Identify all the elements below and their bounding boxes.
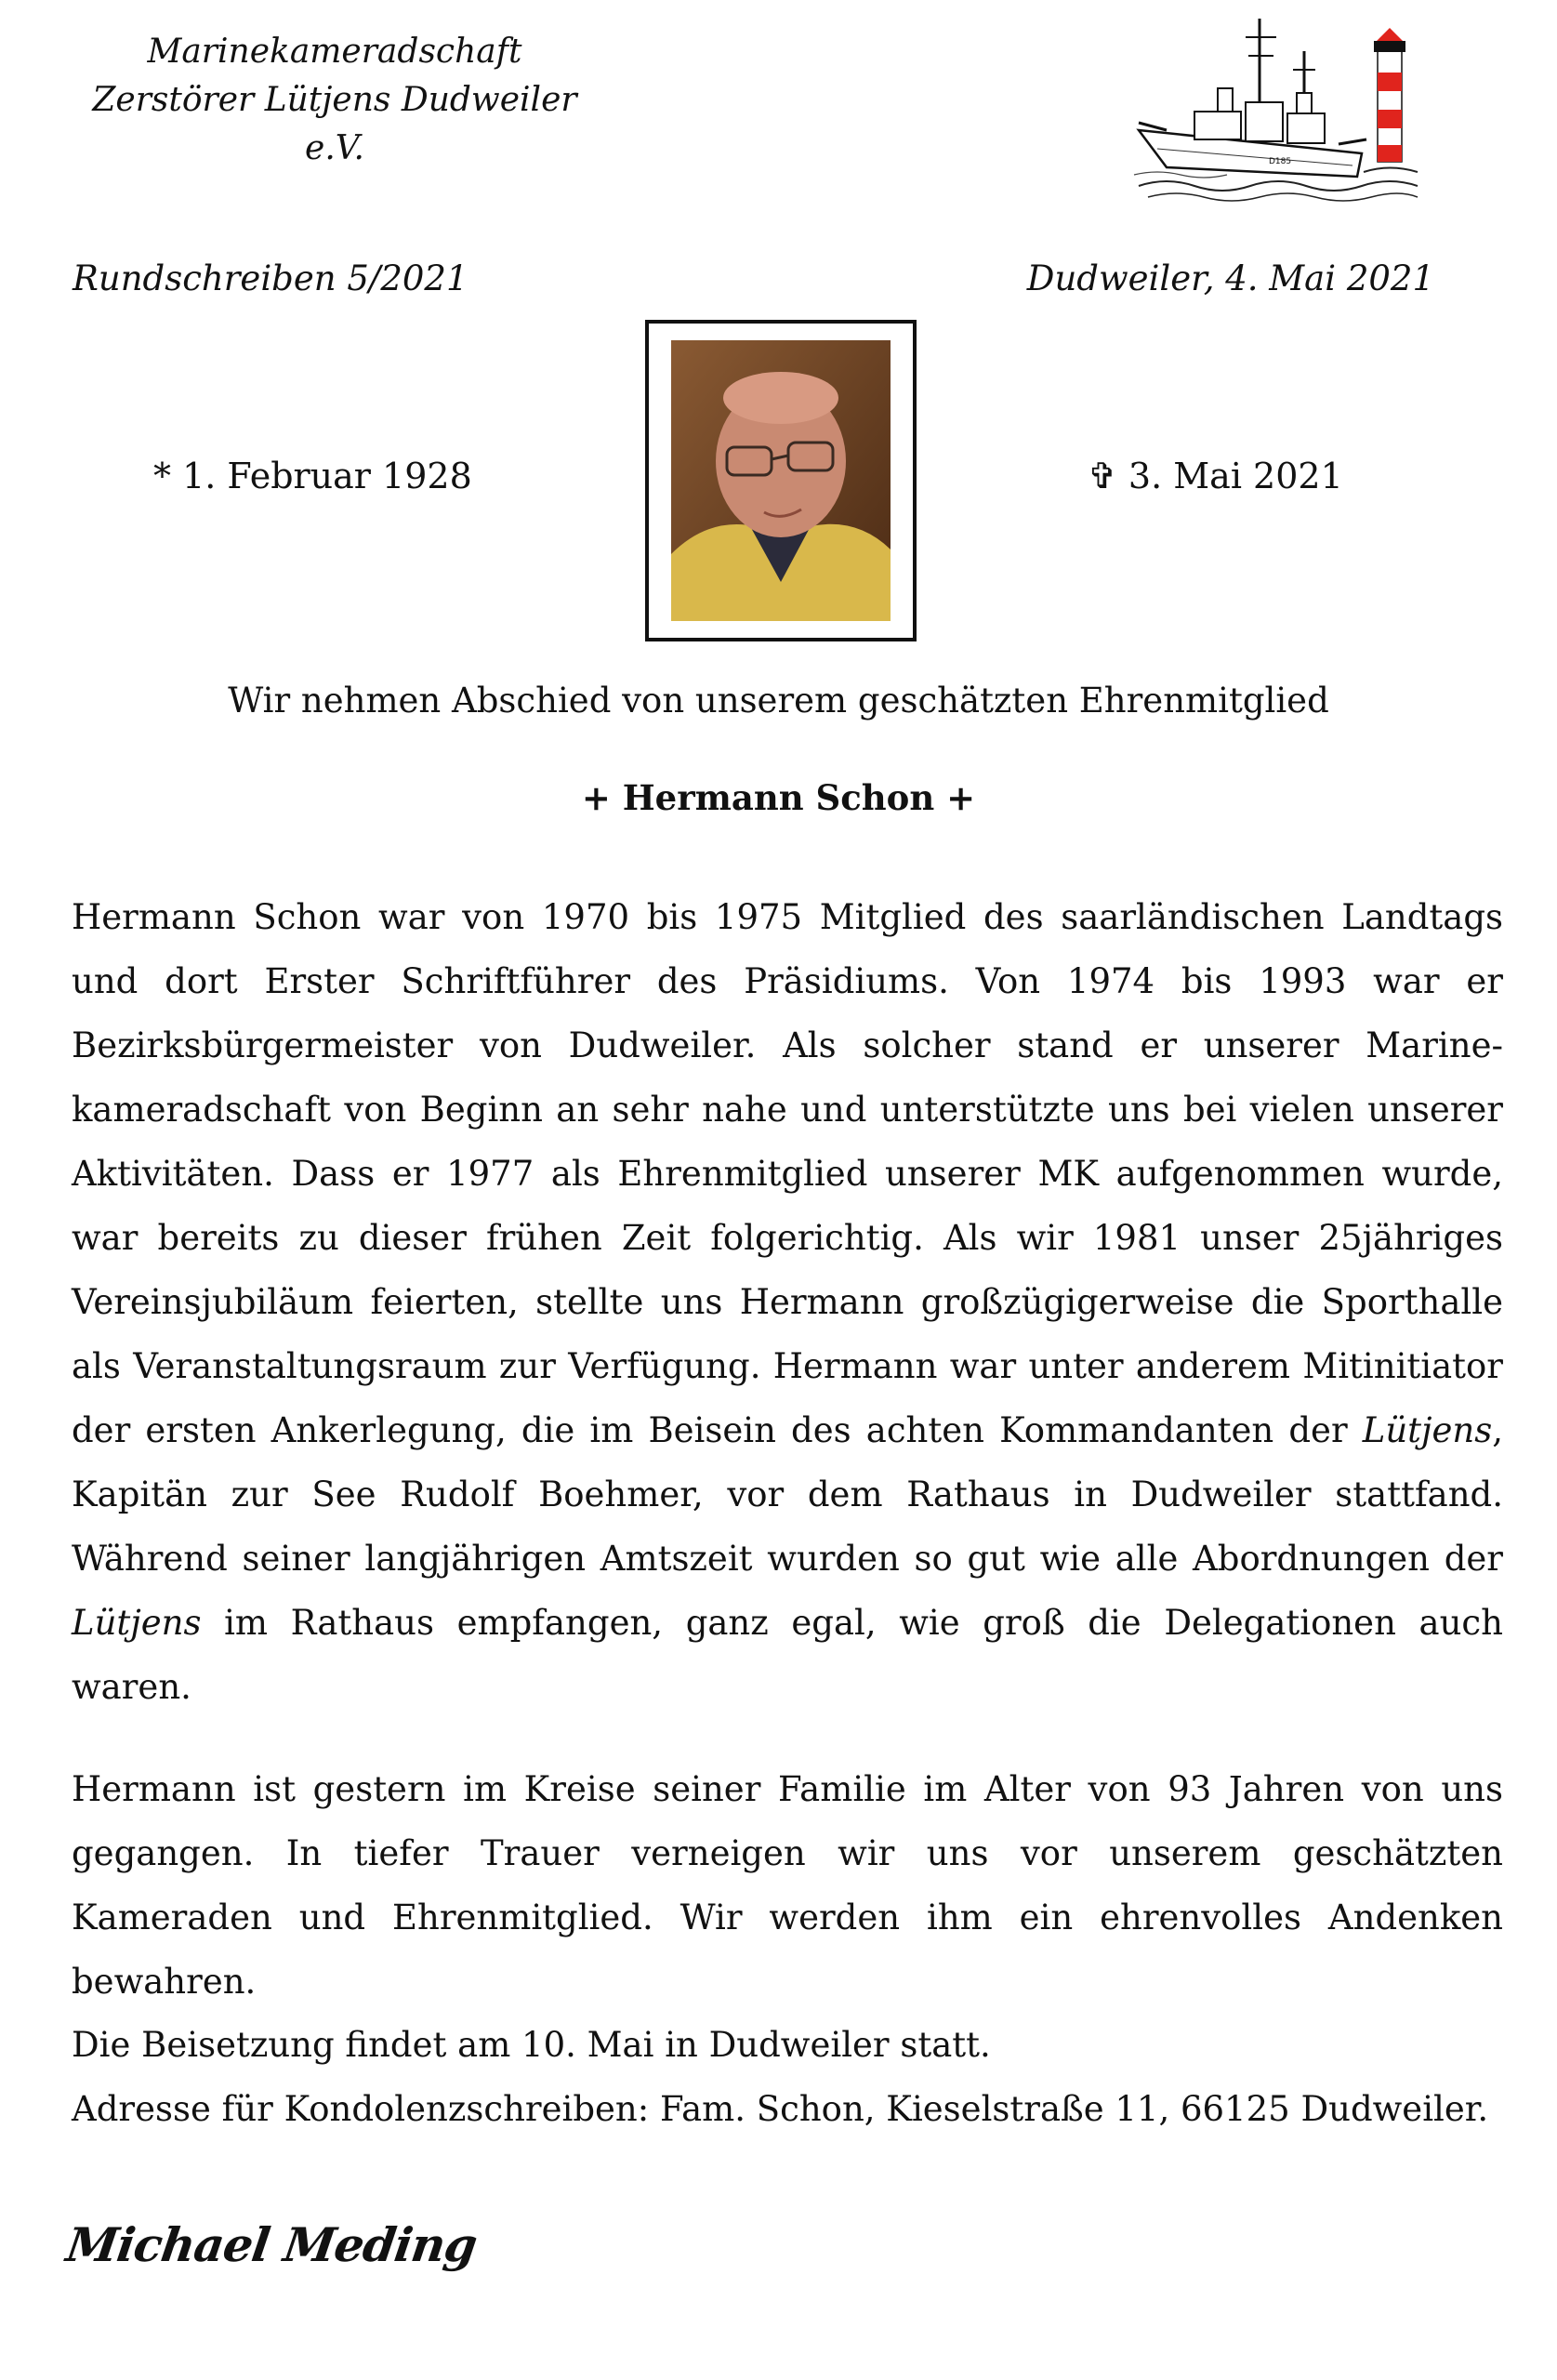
svg-text:D185: D185 <box>1269 157 1292 166</box>
farewell-line: Wir nehmen Abschied von unserem geschätzten Ehrenmitglied <box>228 681 1329 721</box>
organization-line-1: Marinekameradschaft <box>147 33 522 71</box>
signature: Michael Meding <box>62 2217 481 2272</box>
condolence-paragraph: Hermann ist gestern im Kreise seiner Familie im Alter von 93 Jahren von uns gegangen. In tiefer Trauer verneigen wir uns vor unserem geschätzten Kameraden und Ehrenmitglied. Wir werden ihm ein ehrenvolles Andenken bewahren. <box>72 1769 1503 2002</box>
biography-part-1: Hermann Schon war von 1970 bis 1975 Mitglied des saarländischen Landtags und dort Erster Schriftführer des Präsidiums. Von 1974 bis 1993 war er Bezirksbürgermeister von Dudweiler. Als solcher stand er unserer Marinekameradschaft von Beginn an sehr nahe und unterstützte uns bei vielen unserer Aktivitäten. Dass er 1977 als Ehrenmitglied unserer MK aufgenommen wurde, war bereits zu dieser frühen Zeit folgerichtig. Als wir 1981 unser 25jähriges Vereinsjubiläum feierten, stellte uns Hermann großzügigerweise die Sporthalle als Veranstaltungsraum zur Verfügung. Hermann war unter anderem Mitinitiator der ersten Ankerlegung, die im Beisein des achten Kommandanten der <box>72 897 1503 1450</box>
biography-part-3: im Rathaus empfangen, ganz egal, wie groß die Delegationen auch waren. <box>72 1603 1503 1707</box>
funeral-info: Die Beisetzung findet am 10. Mai in Dudweiler statt. <box>72 2025 991 2065</box>
biography-paragraph <box>72 885 1503 1719</box>
condolence-address: Adresse für Kondolenzschreiben: Fam. Schon, Kieselstraße 11, 66125 Dudweiler. <box>72 2089 1489 2129</box>
ship-name: Lütjens <box>72 1603 202 1643</box>
destroyer-lighthouse-logo-icon <box>1129 0 1427 214</box>
portrait-frame <box>645 320 917 641</box>
biography-part-2: , Kapitän zur See Rudolf Boehmer, vor dem Rathaus in Dudweiler stattfand. Während seiner langjährigen Amtszeit wurden so gut wie alle Abordnungen der <box>72 1410 1503 1579</box>
place-and-date: Dudweiler, 4. Mai 2021 <box>1026 258 1434 298</box>
birth-date: * 1. Februar 1928 <box>153 456 472 496</box>
organization-name <box>74 28 595 173</box>
death-date: ✞ 3. Mai 2021 <box>1088 456 1343 496</box>
ship-name: Lütjens <box>1362 1410 1493 1450</box>
circular-number: Rundschreiben 5/2021 <box>73 258 468 298</box>
organization-line-2: Zerstörer Lütjens Dudweiler e.V. <box>92 81 577 167</box>
portrait-photo-icon <box>671 340 891 621</box>
deceased-name: + Hermann Schon + <box>581 777 976 818</box>
